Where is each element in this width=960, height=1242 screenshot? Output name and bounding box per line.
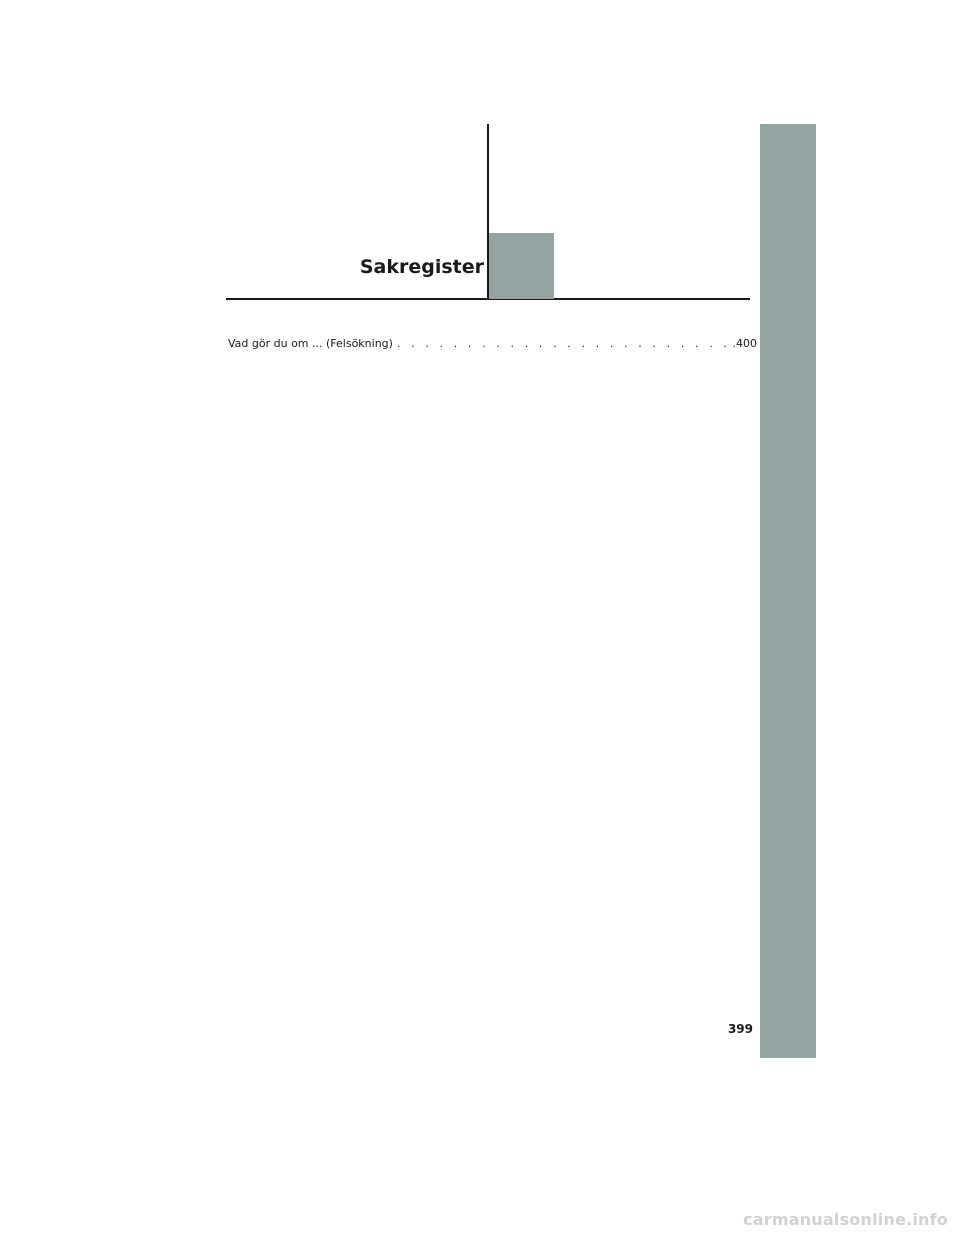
header-horizontal-rule [226, 298, 750, 300]
chapter-side-tab [760, 124, 816, 1058]
page-number: 399 [727, 1022, 753, 1036]
page-title: Sakregister [359, 256, 484, 278]
index-list [228, 336, 757, 352]
index-entry-label: Vad gör du om ... (Felsökning) [228, 337, 393, 350]
index-entry[interactable] [228, 336, 757, 352]
watermark: carmanualsonline.info [743, 1210, 948, 1229]
index-entry-page[interactable]: .400 [732, 337, 757, 350]
section-marker-block [489, 233, 554, 299]
index-entry-leader: . . . . . . . . . . . . . . . . . . . . . . . . [396, 337, 731, 350]
